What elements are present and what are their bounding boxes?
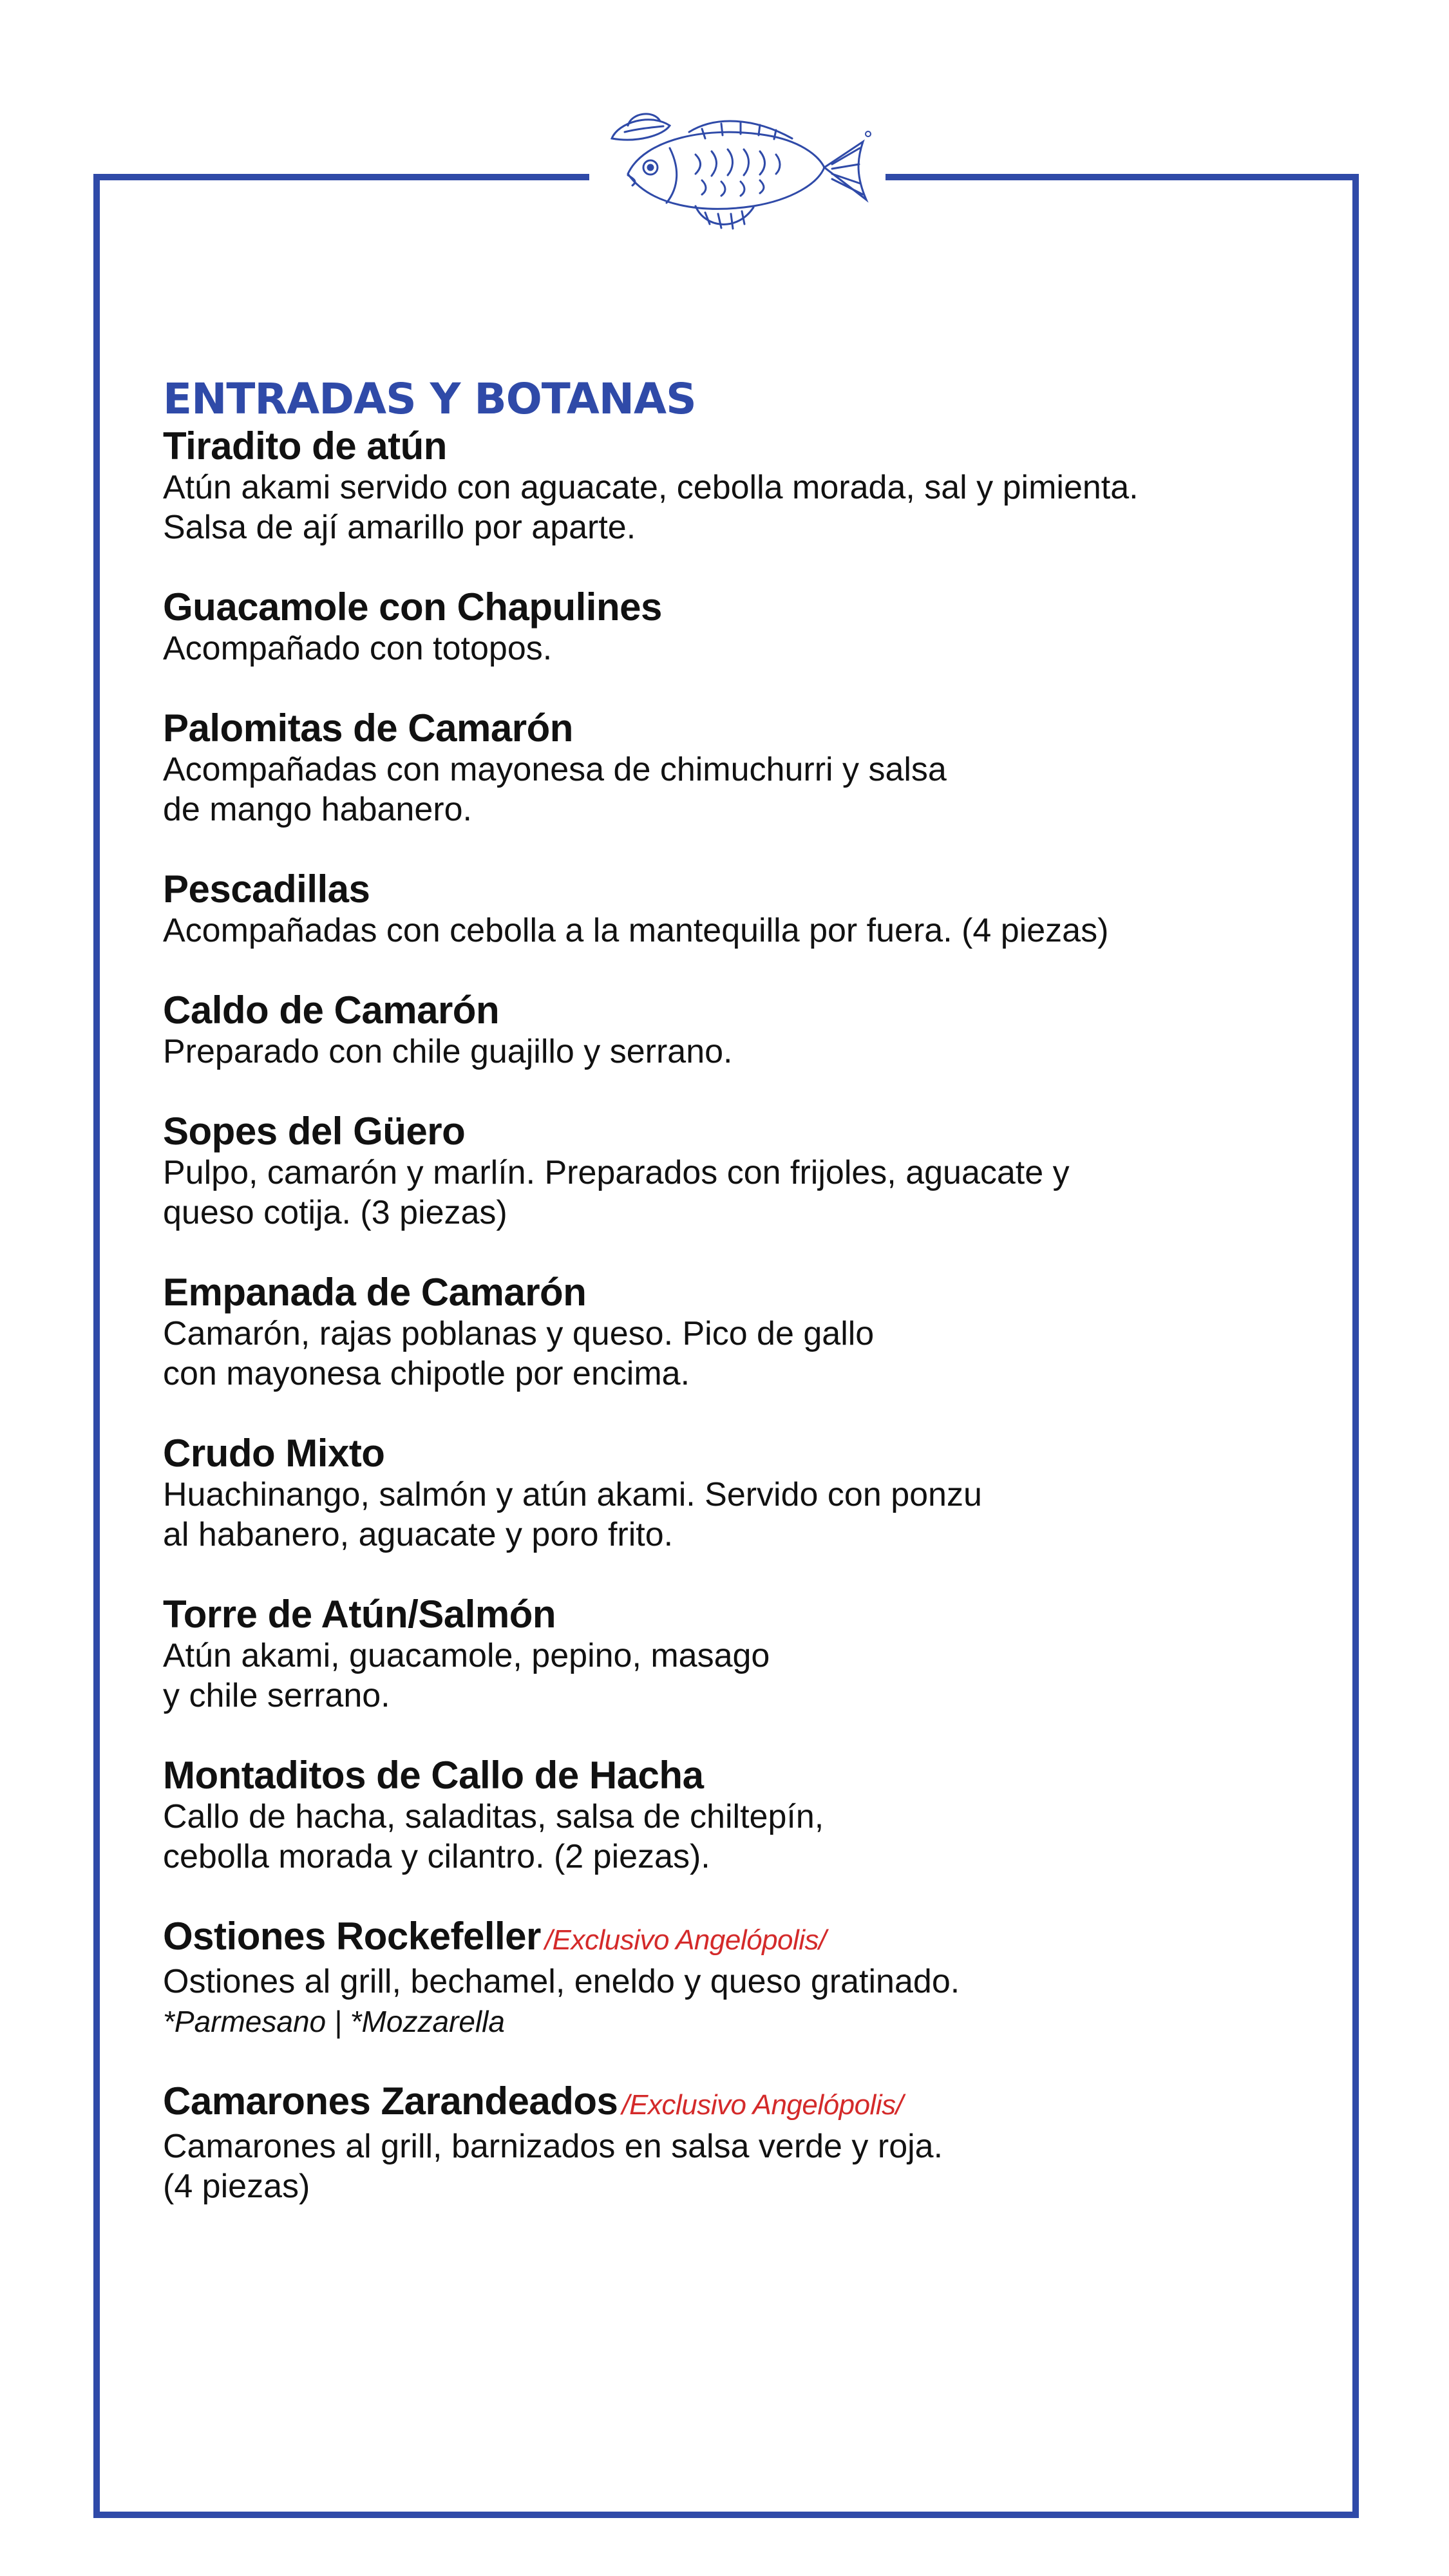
menu-item-name-text: Torre de Atún/Salmón: [163, 1593, 556, 1636]
menu-item-name: [163, 1593, 1296, 1636]
section-title: ENTRADAS Y BOTANAS: [163, 374, 696, 424]
menu-item-description: queso cotija. (3 piezas): [163, 1194, 507, 1231]
menu-item-description: (4 piezas): [163, 2168, 310, 2205]
menu-item-name-text: Crudo Mixto: [163, 1432, 385, 1475]
menu-item-name-text: Guacamole con Chapulines: [163, 585, 662, 629]
menu-item-name-text: Camarones Zarandeados: [163, 2079, 618, 2123]
menu-item-description: Huachinango, salmón y atún akami. Servido con ponzu: [163, 1476, 982, 1513]
menu-items: [163, 425, 1296, 2206]
menu-item: [163, 425, 1296, 547]
menu-item-name: [163, 1754, 1296, 1797]
exclusive-tag: /Exclusivo Angelópolis/: [621, 2089, 904, 2121]
menu-item-description: con mayonesa chipotle por encima.: [163, 1355, 690, 1392]
menu-item-name-text: Tiradito de atún: [163, 424, 447, 468]
menu-item-note: *Parmesano | *Mozzarella: [163, 2005, 505, 2038]
menu-item-name-text: Sopes del Güero: [163, 1110, 466, 1153]
menu-item-description: Atún akami, guacamole, pepino, masago: [163, 1637, 770, 1674]
menu-item-name: [163, 586, 1296, 629]
menu-item-description: Ostiones al grill, bechamel, eneldo y queso gratinado.: [163, 1963, 960, 2000]
menu-item-name-text: Palomitas de Camarón: [163, 706, 573, 750]
menu-item: [163, 989, 1296, 1072]
exclusive-tag: /Exclusivo Angelópolis/: [544, 1924, 826, 1956]
menu-item: [163, 1754, 1296, 1877]
menu-item-name-text: Empanada de Camarón: [163, 1271, 587, 1314]
menu-item: [163, 868, 1296, 951]
menu-item: [163, 1915, 1296, 2041]
menu-item-name: [163, 1271, 1296, 1314]
menu-item-description: Acompañado con totopos.: [163, 630, 553, 667]
menu-item-name: [163, 425, 1296, 468]
menu-item-name: [163, 868, 1296, 911]
menu-item: [163, 707, 1296, 829]
menu-item-description: Salsa de ají amarillo por aparte.: [163, 509, 636, 546]
menu-item: [163, 1432, 1296, 1555]
fish-with-hat-icon: [599, 103, 876, 238]
menu-item: [163, 1110, 1296, 1233]
menu-item-description: cebolla morada y cilantro. (2 piezas).: [163, 1838, 710, 1875]
menu-content: [163, 374, 1296, 2245]
menu-item-name: [163, 1432, 1296, 1475]
menu-item-name: [163, 1110, 1296, 1153]
menu-item-name-text: Caldo de Camarón: [163, 989, 500, 1032]
menu-item-name: [163, 1915, 1296, 1962]
menu-item-description: Camarón, rajas poblanas y queso. Pico de gallo: [163, 1315, 875, 1352]
menu-item-description: Pulpo, camarón y marlín. Preparados con frijoles, aguacate y: [163, 1154, 1070, 1191]
menu-item-description: Acompañadas con cebolla a la mantequilla por fuera. (4 piezas): [163, 912, 1109, 949]
menu-item: [163, 1271, 1296, 1394]
menu-item-name-text: Montaditos de Callo de Hacha: [163, 1754, 704, 1797]
menu-item-description: y chile serrano.: [163, 1677, 390, 1714]
menu-item-description: Camarones al grill, barnizados en salsa verde y roja.: [163, 2128, 943, 2165]
menu-item-name: [163, 989, 1296, 1032]
menu-item-name: [163, 2080, 1296, 2126]
menu-item-name-text: Pescadillas: [163, 867, 370, 911]
menu-item-name-text: Ostiones Rockefeller: [163, 1915, 541, 1958]
menu-item: [163, 2080, 1296, 2206]
menu-item: [163, 1593, 1296, 1716]
menu-item-description: Callo de hacha, saladitas, salsa de chiltepín,: [163, 1798, 824, 1835]
menu-item-description: Acompañadas con mayonesa de chimuchurri y salsa: [163, 751, 947, 788]
menu-item-description: Atún akami servido con aguacate, cebolla morada, sal y pimienta.: [163, 469, 1139, 506]
menu-item-description: al habanero, aguacate y poro frito.: [163, 1516, 674, 1553]
menu-item-name: [163, 707, 1296, 750]
menu-item-description: de mango habanero.: [163, 791, 472, 828]
menu-item-description: Preparado con chile guajillo y serrano.: [163, 1033, 733, 1070]
menu-item: [163, 586, 1296, 668]
